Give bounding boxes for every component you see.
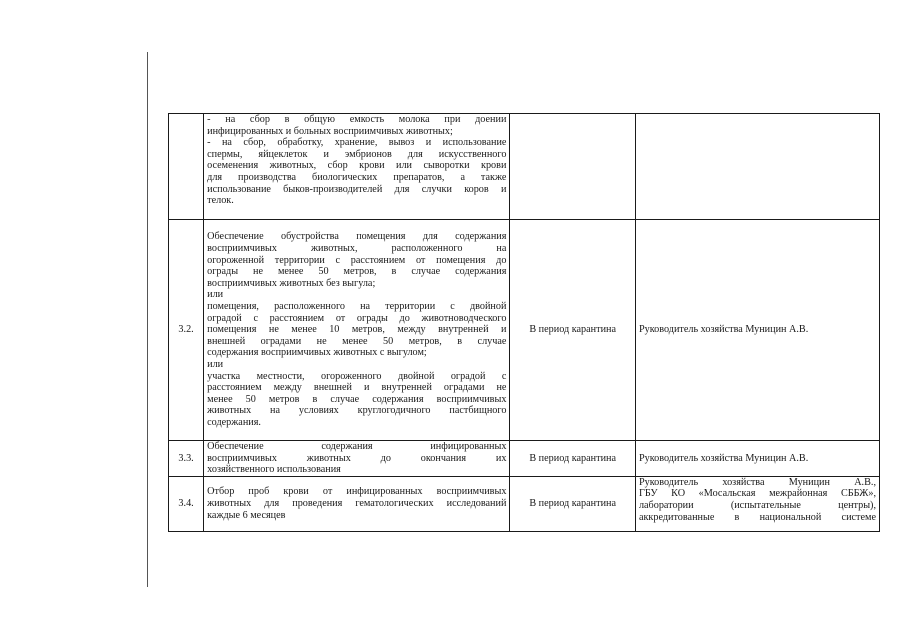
measure-line: животных на условиях круглогодичного пастбищного <box>207 405 507 417</box>
measure-line: инфицированных и больных восприимчивых животных; <box>207 125 453 137</box>
measure-line: осеменения животных, сбор крови или сыворотки крови <box>207 160 507 172</box>
measure-line: Отбор проб крови от инфицированных восприимчивых <box>207 486 507 498</box>
measure-line: хозяйственного использования <box>207 464 341 476</box>
measure-line: внешней оградами не менее 50 метров, в случае <box>207 335 507 347</box>
measure-line: помещения не менее 10 метров, между внутренней и <box>207 324 507 336</box>
measure-line: оградой с расстоянием от ограды до животноводческого <box>207 312 507 324</box>
measure-line: Обеспечение обустройства помещения для содержания <box>207 231 507 243</box>
responsible-line: ГБУ КО «Мосальская межрайонная СББЖ», <box>638 488 876 500</box>
table-row <box>169 476 880 531</box>
measure-line: или <box>207 289 224 301</box>
measure-line: ограды не менее 50 метров, в случае содержания <box>207 266 507 278</box>
responsible-cell <box>635 476 879 531</box>
measure-cell <box>204 476 510 531</box>
responsible-cell <box>635 114 879 220</box>
measure-line: для производства биологических препаратов, а также <box>207 171 507 183</box>
measure-line: восприимчивых животных, расположенного на <box>207 243 507 255</box>
measure-cell <box>204 114 510 220</box>
responsible-line: Руководитель хозяйства Муницин А.В. <box>638 324 809 336</box>
deadline-cell: В период карантина <box>510 476 636 531</box>
measure-line: содержания. <box>207 416 261 428</box>
page-margin-line <box>147 52 148 587</box>
measure-line: восприимчивых животных до окончания их <box>207 452 507 464</box>
responsible-line: Руководитель хозяйства Муницин А.В. <box>638 452 809 464</box>
measure-line: расстоянием между внешней и внутренней оградами не <box>207 382 507 394</box>
measure-cell <box>204 441 510 477</box>
quarantine-measures-table <box>168 113 880 532</box>
table-row <box>169 220 880 441</box>
measure-line: восприимчивых животных без выгула; <box>207 277 376 289</box>
measure-line: - на сбор в общую емкость молока при доении <box>207 114 507 125</box>
deadline-cell <box>510 114 636 220</box>
measure-line: или <box>207 358 224 370</box>
measure-line: огороженной территории с расстоянием от помещения до <box>207 254 507 266</box>
row-number-cell: 3.2. <box>169 220 204 441</box>
row-number-cell <box>169 114 204 220</box>
row-number-cell: 3.4. <box>169 476 204 531</box>
measure-line: помещения, расположенного на территории с двойной <box>207 301 507 313</box>
deadline-cell: В период карантина <box>510 441 636 477</box>
measure-line: - на сбор, обработку, хранение, вывоз и использование <box>207 137 507 149</box>
responsible-line: лаборатории (испытательные центры), <box>638 499 876 511</box>
responsible-cell <box>635 220 879 441</box>
row-number-cell: 3.3. <box>169 441 204 477</box>
table-row <box>169 441 880 477</box>
measure-cell <box>204 220 510 441</box>
measure-line: менее 50 метров в случае содержания восприимчивых <box>207 393 507 405</box>
measure-line: Обеспечение содержания инфицированных <box>207 441 507 452</box>
table-row <box>169 114 880 220</box>
measure-line: участка местности, огороженного двойной оградой с <box>207 370 507 382</box>
measure-line: спермы, яйцеклеток и эмбрионов для искусственного <box>207 148 507 160</box>
measure-line: использование быков-производителей для случки коров и <box>207 183 507 195</box>
deadline-cell: В период карантина <box>510 220 636 441</box>
responsible-cell <box>635 441 879 477</box>
measure-line: телок. <box>207 195 234 207</box>
responsible-line: Руководитель хозяйства Муницин А.В., <box>638 476 876 488</box>
measure-line: каждые 6 месяцев <box>207 509 286 521</box>
responsible-line: аккредитованные в национальной системе <box>638 511 876 523</box>
measure-line: животных для проведения гематологических исследований <box>207 497 507 509</box>
measure-line: содержания восприимчивых животных с выгулом; <box>207 347 427 359</box>
